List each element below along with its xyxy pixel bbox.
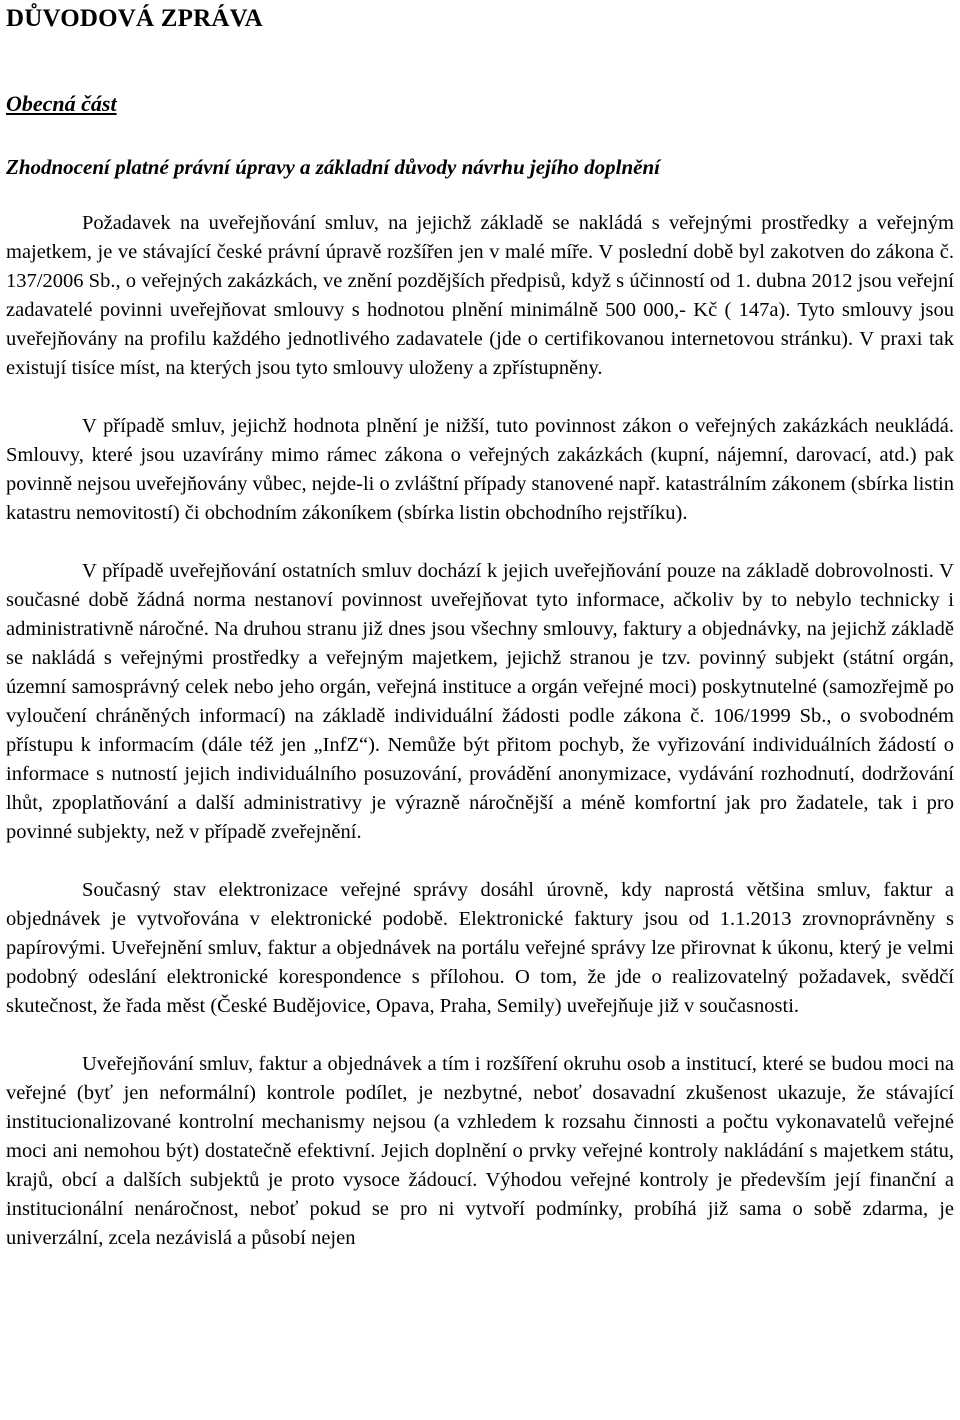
paragraph-3: V případě uveřejňování ostatních smluv dochází k jejich uveřejňování pouze na základě dobrovolnosti. V současné době žádná norma nestanoví povinnost uveřejňovat tyto informace, ačkoliv by to nebylo technicky i administrativně náročné. Na druhou stranu již dnes jsou všechny smlouvy, faktury a objednávky, na jejichž základě se nakládá s veřejnými prostředky a veřejným majetkem, jejichž stranou je tzv. povinný subjekt (státní orgán, územní samosprávný celek nebo jeho orgán, veřejná instituce a orgán veřejné moci) poskytnutelné (samozřejmě po vyloučení chráněných informací) na základě individuální žádosti podle zákona č. 106/1999 Sb., o svobodném přístupu k informacím (dále též jen „InfZ“). Nemůže být přitom pochyb, že vyřizování individuálních žádostí o informace s nutností jejich individuálního posuzování, provádění anonymizace, vydávání rozhodnutí, dodržování lhůt, zpoplatňování a další administrativy je výrazně náročnější a méně komfortní jak pro žadatele, tak i pro povinné subjekty, než v případě zveřejnění. [6, 560, 954, 843]
subsection-title: Zhodnocení platné právní úpravy a základní důvody návrhu jejího doplnění [6, 155, 660, 179]
section-title: Obecná část [6, 91, 117, 116]
paragraph-1: Požadavek na uveřejňování smluv, na jejichž základě se nakládá s veřejnými prostředky a veřejným majetkem, je ve stávající české právní úpravě rozšířen jen v malé míře. V poslední době byl zakotven do zákona č. 137/2006 Sb., o veřejných zakázkách, ve znění pozdějších předpisů, když s účinností od 1. dubna 2012 jsou veřejní zadavatelé povinni uveřejňovat smlouvy s hodnotou plnění minimálně 500 000,- Kč ( 147a). Tyto smlouvy jsou uveřejňovány na profilu každého jednotlivého zadavatele (jde o certifikovanou internetovou stránku). V praxi tak existují tisíce míst, na kterých jsou tyto smlouvy uloženy a zpřístupněny. [6, 212, 954, 379]
document-title: DŮVODOVÁ ZPRÁVA [6, 5, 263, 32]
paragraph-2: V případě smluv, jejichž hodnota plnění je nižší, tuto povinnost zákon o veřejných zakázkách neukládá. Smlouvy, které jsou uzavírány mimo rámec zákona o veřejných zakázkách (kupní, nájemní, darovací, atd.) pak povinně nejsou uveřejňovány vůbec, nejde-li o zvláštní případy stanovené např. katastrálním zákonem (sbírka listin katastru nemovitostí) či obchodním zákoníkem (sbírka listin obchodního rejstříku). [6, 415, 954, 524]
paragraph-5: Uveřejňování smluv, faktur a objednávek a tím i rozšíření okruhu osob a institucí, které se budou moci na veřejné (byť jen neformální) kontrole podílet, je nezbytné, neboť dosavadní zkušenost ukazuje, že stávající institucionalizované kontrolní mechanismy nejsou (a vzhledem k rozsahu činnosti a počtu vykonavatelů veřejné moci ani nemohou být) dostatečně efektivní. Jejich doplnění o prvky veřejné kontroly nakládání s majetkem státu, krajů, obcí a dalších subjektů je proto vysoce žádoucí. Výhodou veřejné kontroly je především její finanční a institucionální nenáročnost, neboť pokud se pro ni vytvoří podmínky, probíhá již sama o sobě zdarma, je univerzální, zcela nezávislá a působí nejen [6, 1053, 954, 1249]
paragraph-4: Současný stav elektronizace veřejné správy dosáhl úrovně, kdy naprostá většina smluv, faktur a objednávek je vytvořována v elektronické podobě. Elektronické faktury jsou od 1.1.2013 zrovnoprávněny s papírovými. Uveřejnění smluv, faktur a objednávek na portálu veřejné správy lze přirovnat k úkonu, který je velmi podobný odeslání elektronické korespondence s přílohou. O tom, že jde o realizovatelný požadavek, svědčí skutečnost, že řada měst (České Budějovice, Opava, Praha, Semily) uveřejňuje již v současnosti. [6, 879, 954, 1017]
document-page [6, 0, 954, 1253]
